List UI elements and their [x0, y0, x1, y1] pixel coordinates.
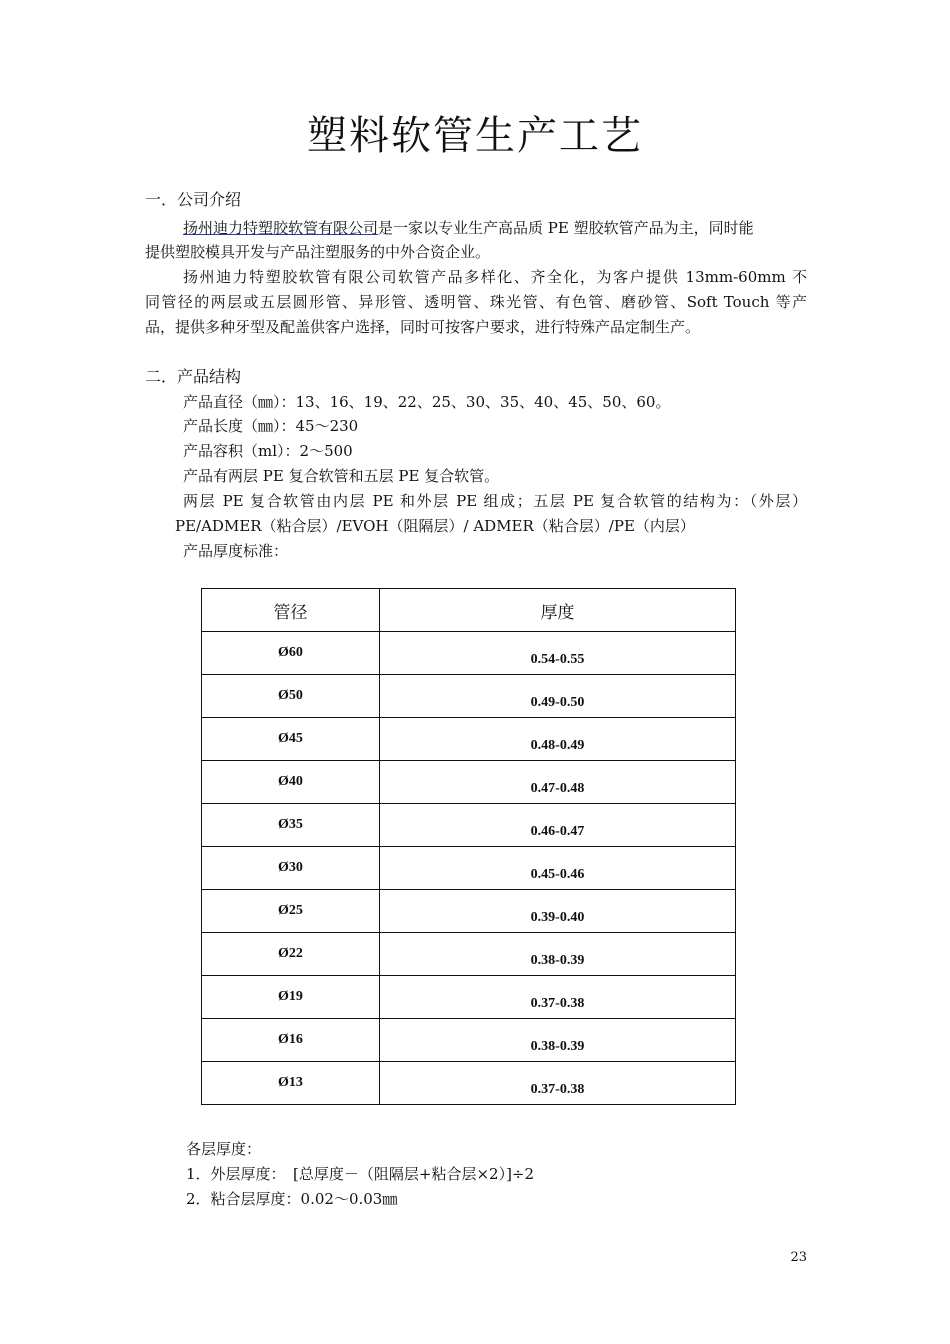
table-row: [202, 804, 736, 847]
section1-p2-line1: 扬州迪力特塑胶软管有限公司软管产品多样化、齐全化，为客户提供 13mm-60mm 不: [183, 268, 807, 286]
table-header-row: [202, 589, 736, 632]
diameter-cell: Ø50: [202, 675, 380, 718]
diameter-cell: Ø25: [202, 890, 380, 933]
section1-p1-line1: [183, 216, 807, 240]
table-row: [202, 847, 736, 890]
thickness-cell: 0.47-0.48: [380, 761, 736, 804]
thickness-cell: 0.38-0.39: [380, 1019, 736, 1062]
layer-thickness-item2: 2．粘合层厚度：0.02～0.03㎜: [186, 1190, 398, 1208]
diameter-cell: Ø19: [202, 976, 380, 1019]
section1-p1-line2: 提供塑胶模具开发与产品注塑服务的中外合资企业。: [145, 243, 491, 261]
diameter-cell: Ø22: [202, 933, 380, 976]
table-row: [202, 976, 736, 1019]
table-row: [202, 1062, 736, 1105]
structure-line2: PE/ADMER（粘合层）/EVOH（阻隔层）/ ADMER（粘合层）/PE（内层）: [175, 517, 695, 535]
page-title: 塑料软管生产工艺: [307, 113, 643, 159]
thickness-cell: 0.39-0.40: [380, 890, 736, 933]
volume-spec: 产品容积（ml）：2～500: [183, 442, 353, 460]
thickness-cell: 0.49-0.50: [380, 675, 736, 718]
table-row: [202, 675, 736, 718]
section2-heading: 二．产品结构: [145, 367, 242, 386]
table-row: [202, 761, 736, 804]
section1-heading: 一．公司介绍: [145, 190, 242, 209]
thickness-cell: 0.48-0.49: [380, 718, 736, 761]
company-link[interactable]: 扬州迪力特塑胶软管有限公司: [183, 219, 379, 237]
thickness-cell: 0.54-0.55: [380, 632, 736, 675]
diameter-spec: 产品直径（㎜）：13、16、19、22、25、30、35、40、45、50、60。: [183, 393, 671, 411]
diameter-cell: Ø40: [202, 761, 380, 804]
table-row: [202, 1019, 736, 1062]
diameter-cell: Ø45: [202, 718, 380, 761]
structure-line1: 两层 PE 复合软管由内层 PE 和外层 PE 组成；五层 PE 复合软管的结构为：（外层）: [183, 492, 807, 510]
page-number: 23: [790, 1250, 807, 1265]
table-row: [202, 632, 736, 675]
thickness-table: [201, 588, 736, 1105]
section1-p2-line3: 品，提供多种牙型及配盖供客户选择，同时可按客户要求，进行特殊产品定制生产。: [145, 318, 701, 336]
thickness-cell: 0.38-0.39: [380, 933, 736, 976]
diameter-cell: Ø16: [202, 1019, 380, 1062]
layers-spec: 产品有两层 PE 复合软管和五层 PE 复合软管。: [183, 467, 500, 485]
layer-thickness-heading: 各层厚度：: [186, 1140, 262, 1158]
thickness-label: 产品厚度标准：: [183, 542, 289, 560]
diameter-cell: Ø60: [202, 632, 380, 675]
table-row: [202, 890, 736, 933]
thickness-cell: 0.45-0.46: [380, 847, 736, 890]
length-spec: 产品长度（㎜）：45～230: [183, 417, 359, 435]
header-diameter: 管径: [202, 589, 380, 632]
layer-thickness-item1: 1．外层厚度： [总厚度－（阻隔层+粘合层×2）]÷2: [186, 1165, 535, 1183]
section1-p1-rest: 是一家以专业生产高品质 PE 塑胶软管产品为主，同时能: [378, 219, 754, 237]
thickness-cell: 0.46-0.47: [380, 804, 736, 847]
table-row: [202, 933, 736, 976]
header-thickness: 厚度: [380, 589, 736, 632]
diameter-cell: Ø13: [202, 1062, 380, 1105]
thickness-cell: 0.37-0.38: [380, 1062, 736, 1105]
section1-p2-line2: 同管径的两层或五层圆形管、异形管、透明管、珠光管、有色管、磨砂管、Soft Touch 等产: [145, 293, 807, 311]
diameter-cell: Ø35: [202, 804, 380, 847]
thickness-cell: 0.37-0.38: [380, 976, 736, 1019]
table-row: [202, 718, 736, 761]
diameter-cell: Ø30: [202, 847, 380, 890]
